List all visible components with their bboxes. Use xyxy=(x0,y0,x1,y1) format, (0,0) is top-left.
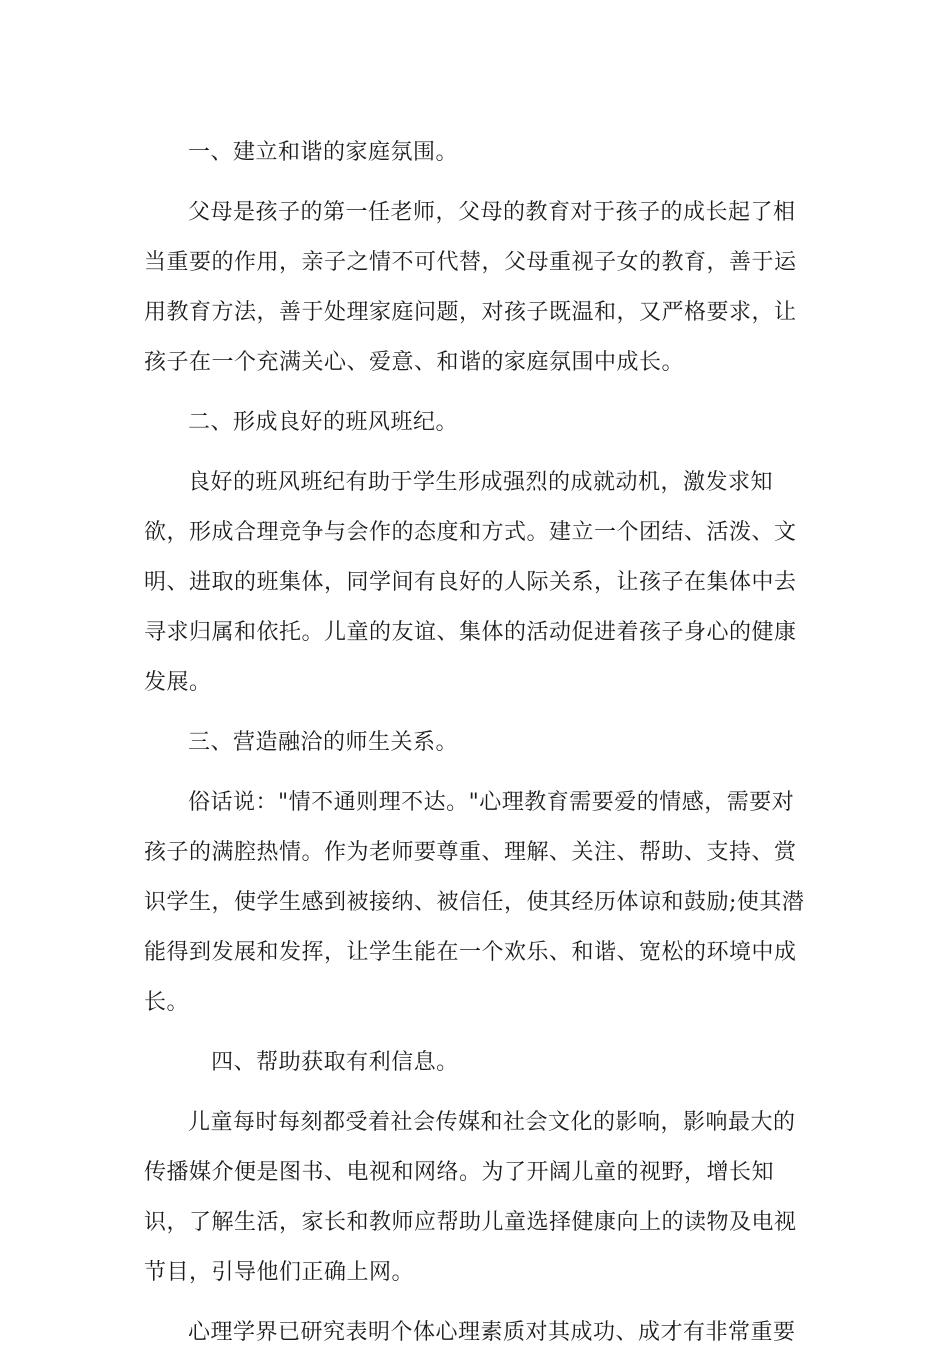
section-3-heading: 三、营造融洽的师生关系。 xyxy=(188,730,459,755)
document-body xyxy=(144,128,814,1358)
section-4-heading: 四、帮助获取有利信息。 xyxy=(211,1050,459,1075)
section-1-paragraph: 父母是孩子的第一任老师，父母的教育对于孩子的成长起了相当重要的作用，亲子之情不可代替，父母重视子女的教育，善于运用教育方法，善于处理家庭问题，对孩子既温和，又严格要求，让孩子在一个充满关心、爱意、和谐的家庭氛围中成长。 xyxy=(144,200,797,375)
section-2-heading: 二、形成良好的班风班纪。 xyxy=(188,410,459,435)
closing-paragraph: 心理学界已研究表明个体心理素质对其成功、成才有非常重要 xyxy=(188,1320,796,1345)
section-3-paragraph: 俗话说："情不通则理不达。"心理教育需要爱的情感，需要对孩子的满腔热情。作为老师要尊重、理解、关注、帮助、支持、赏识学生，使学生感到被接纳、被信任，使其经历体谅和鼓励;使其潜能得到发展和发挥，让学生能在一个欢乐、和谐、宽松的环境中成长。 xyxy=(144,790,805,1015)
section-4-paragraph: 儿童每时每刻都受着社会传媒和社会文化的影响，影响最大的传播媒介便是图书、电视和网络。为了开阔儿童的视野，增长知识，了解生活，家长和教师应帮助儿童选择健康向上的读物及电视节目，引导他们正确上网。 xyxy=(144,1110,797,1285)
section-1-heading: 一、建立和谐的家庭氛围。 xyxy=(188,140,459,165)
section-2-paragraph: 良好的班风班纪有助于学生形成强烈的成就动机，激发求知欲，形成合理竞争与会作的态度和方式。建立一个团结、活泼、文明、进取的班集体，同学间有良好的人际关系，让孩子在集体中去寻求归属和依托。儿童的友谊、集体的活动促进着孩子身心的健康发展。 xyxy=(144,470,797,695)
